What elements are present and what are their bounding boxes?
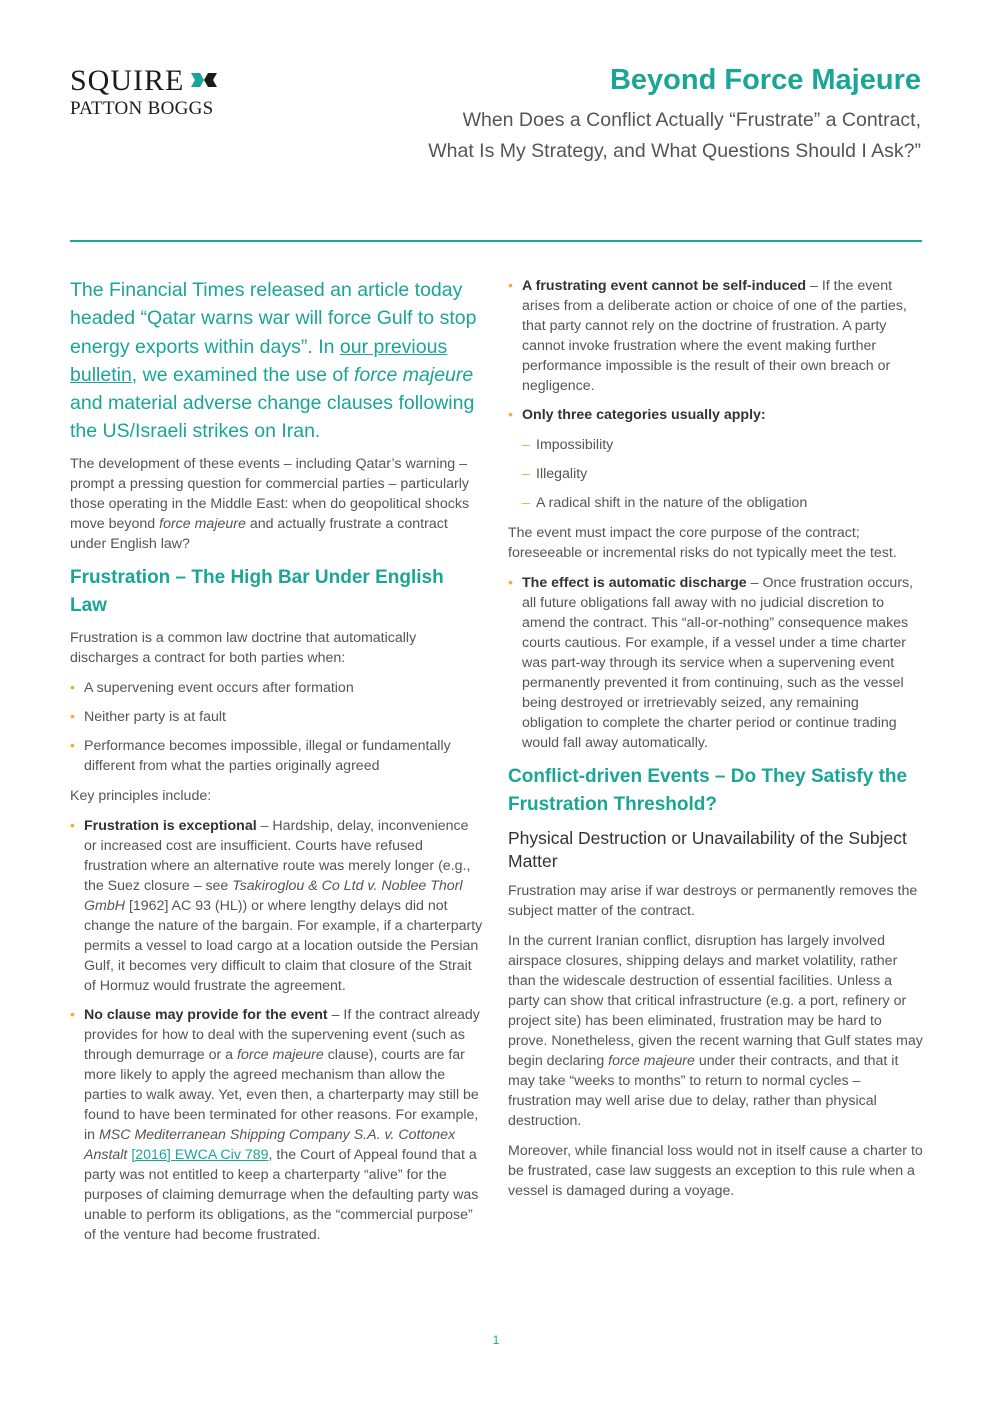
- body-paragraph: The event must impact the core purpose of the contract; foreseeable or incremental risks do not typically meet the test.: [508, 525, 897, 561]
- previous-bulletin-link[interactable]: our previous bulletin: [70, 335, 448, 386]
- list-item: • Neither party is at fault: [70, 707, 485, 727]
- intro-paragraph: [70, 276, 485, 446]
- list-item: [508, 276, 923, 396]
- logo-line1: SQUIRE: [70, 64, 185, 97]
- intro-text: , we examined the use of: [131, 363, 355, 386]
- logo-line2: PATTON BOGGS: [70, 98, 214, 119]
- body-paragraph: Frustration may arise if war destroys or permanently removes the subject matter of the contract.: [508, 883, 918, 919]
- principle-text: – If the contract already provides for how to deal with the supervening event (such as through demurrage or a: [84, 1006, 480, 1063]
- body-paragraph: [508, 931, 923, 1131]
- logo-mark-icon: [189, 65, 219, 95]
- principle-title: The effect is automatic discharge: [522, 575, 747, 591]
- body-text: The development of these events – including Qatar’s warning – prompt a pressing question for commercial parties – particularly those operating in the Middle East: when do geopolitical shocks move beyond: [70, 455, 470, 532]
- principle-text: clause), courts are far more likely to apply the agreed mechanism than allow the parties to walk away. Yet, even then, a charterparty may still be found to have been terminated for other reasons. For example, in: [84, 1046, 479, 1143]
- body-emphasis: force majeure: [159, 515, 246, 532]
- principle-text: , the Court of Appeal found that a party was not entitled to keep a charterparty “alive” for the purposes of claiming demurrage when the defaulting party was unable to perform its obligations, as the “commercial purpose” of the venture had become frustrated.: [84, 1146, 479, 1243]
- body-paragraph: [70, 454, 485, 554]
- principle-text: [1962] AC 93 (HL)) or where lengthy delays did not change the nature of the bargain. For example, if a charterparty permits a vessel to load cargo at a location outside the Persian Gulf, it becomes very difficult to claim that closure of the Strait of Hormuz would frustrate the agreement.: [84, 897, 483, 994]
- intro-text: The Financial Times released an article today headed “Qatar warns war will force Gulf to stop energy exports within days”. In: [70, 279, 477, 358]
- body-text: under their contracts, and that it may take “weeks to months” to return to normal cycles – frustration may well arise due to delay, rather than physical destruction.: [508, 1053, 899, 1129]
- subtitle-line-1: When Does a Conflict Actually “Frustrate” a Contract,: [462, 109, 921, 131]
- case-citation-link[interactable]: [2016] EWCA Civ 789: [131, 1146, 269, 1163]
- principle-text: – Once frustration occurs, all future obligations fall away with no judicial discretion to amend the contract. This “all-or-nothing” consequence makes courts cautious. For example, if a vessel under a time charter was part-way through its service when a supervening event permanently prevented it from continuing, such as the vessel being destroyed or irretrievably seized, any remaining obligation to complete the charter period or continue trading would fall away automatically.: [522, 575, 914, 751]
- body-paragraph: Moreover, while financial loss would not in itself cause a charter to be frustrated, case law suggests an exception to this rule when a vessel is damaged during a voyage.: [508, 1143, 923, 1199]
- categories-list: [508, 435, 923, 513]
- key-principles-list-continued: [508, 276, 923, 425]
- case-name: MSC Mediterranean Shipping Company S.A. v. Cottonex Anstalt: [84, 1126, 456, 1163]
- list-item: – Illegality: [522, 464, 923, 484]
- body-emphasis: force majeure: [237, 1046, 324, 1063]
- body-paragraph: Key principles include:: [70, 787, 212, 804]
- body-emphasis: force majeure: [608, 1053, 695, 1069]
- left-column: [70, 276, 485, 1255]
- intro-text: and material adverse change clauses following the US/Israeli strikes on Iran.: [70, 392, 475, 443]
- list-item: [70, 1005, 485, 1245]
- subtitle-line-2: What Is My Strategy, and What Questions Should I Ask?”: [428, 140, 921, 162]
- list-item: [508, 405, 923, 425]
- body-text: In the current Iranian conflict, disruption has largely involved airspace closures, shipping delays and market volatility, rather than the widescale destruction of essential facilities. Unless a party can show that critical infrastructure (e.g. a port, refinery or project site) has been eliminated, frustration may be hard to prove. Nonetheless, given the recent warning that Gulf states may begin declaring: [508, 933, 923, 1069]
- key-principles-list: [70, 816, 485, 1245]
- page-number: 1: [492, 1333, 500, 1347]
- principle-text: – If the event arises from a deliberate action or choice of one of the parties, that party cannot rely on the doctrine of frustration. A party cannot invoke frustration where the event making further performance impossible is the result of their own breach or negligence.: [522, 278, 907, 394]
- document-subtitle: [281, 105, 921, 167]
- principle-title: Only three categories usually apply:: [522, 407, 766, 423]
- list-item: – A radical shift in the nature of the obligation: [522, 493, 923, 513]
- intro-emphasis: force majeure: [354, 363, 474, 386]
- subsection-heading: Physical Destruction or Unavailability of the Subject Matter: [508, 828, 907, 871]
- body-paragraph: Frustration is a common law doctrine that automatically discharges a contract for both parties when:: [70, 629, 417, 666]
- section-heading: Frustration – The High Bar Under English Law: [70, 566, 444, 616]
- right-column: [508, 276, 923, 1211]
- principle-title: No clause may provide for the event: [84, 1006, 328, 1023]
- key-principles-list-continued: [508, 573, 923, 753]
- header-divider: [70, 240, 922, 242]
- conditions-list: [70, 678, 485, 776]
- list-item: • A supervening event occurs after formation: [70, 678, 485, 698]
- case-name: Tsakiroglou & Co Ltd v. Noblee Thorl GmbH: [84, 877, 463, 914]
- principle-title: Frustration is exceptional: [84, 817, 257, 834]
- principle-title: A frustrating event cannot be self-induced: [522, 278, 807, 294]
- list-item: [508, 573, 923, 753]
- section-heading: Conflict-driven Events – Do They Satisfy the Frustration Threshold?: [508, 766, 908, 815]
- principle-text: – Hardship, delay, inconvenience or increased cost are insufficient. Courts have refused frustration where an alternative route was merely longer (e.g., the Suez closure – see: [84, 817, 471, 894]
- list-item: • Performance becomes impossible, illegal or fundamentally different from what the parties originally agreed: [70, 736, 485, 776]
- company-logo: [70, 66, 219, 120]
- list-item: [70, 816, 485, 996]
- list-item: – Impossibility: [522, 435, 923, 455]
- document-title: Beyond Force Majeure: [609, 64, 921, 96]
- body-text: and actually frustrate a contract under English law?: [70, 515, 448, 552]
